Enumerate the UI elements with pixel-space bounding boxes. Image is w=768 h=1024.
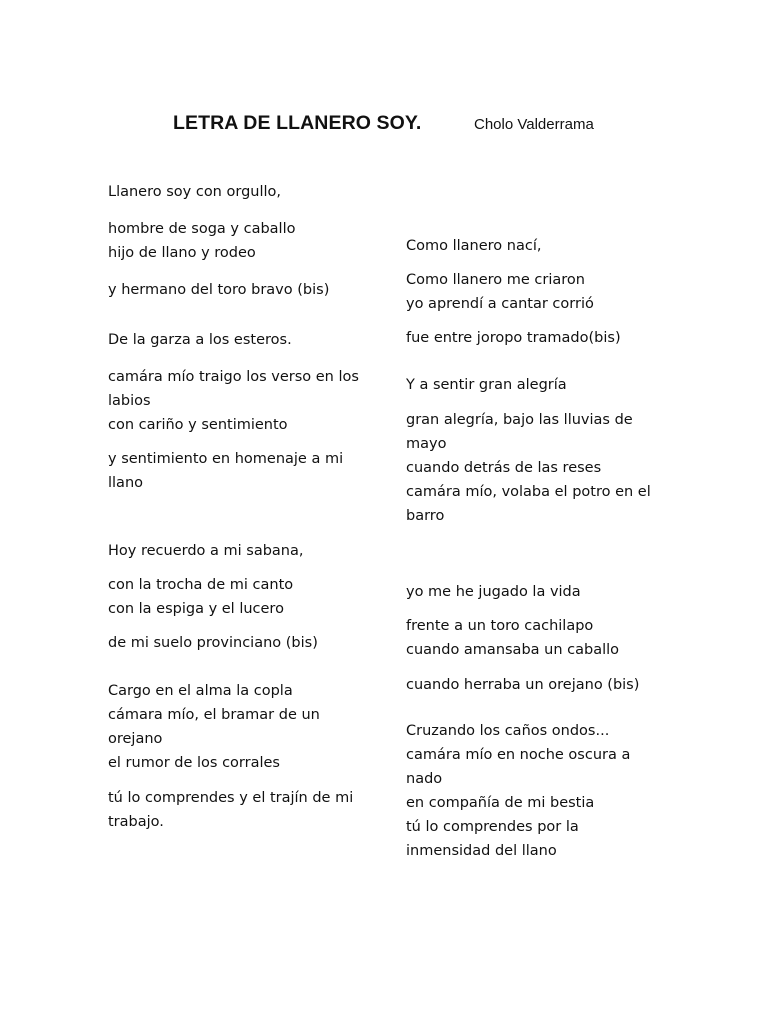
lyric-line: mayo <box>406 436 447 452</box>
lyric-line: Llanero soy con orgullo, <box>108 184 281 200</box>
lyric-line: hombre de soga y caballo <box>108 221 296 237</box>
lyric-line: trabajo. <box>108 814 164 830</box>
lyric-line: cámara mío, el bramar de un <box>108 707 320 723</box>
lyric-line: y sentimiento en homenaje a mi <box>108 451 344 467</box>
lyric-line: labios <box>108 393 151 409</box>
lyric-line: frente a un toro cachilapo <box>406 618 594 634</box>
lyric-line: orejano <box>108 731 163 747</box>
lyric-line: llano <box>108 475 144 491</box>
lyric-line: yo aprendí a cantar corrió <box>406 296 594 312</box>
lyric-line: cuando detrás de las reses <box>406 460 602 476</box>
lyric-line: Como llanero me criaron <box>406 272 585 288</box>
lyric-line: camára mío, volaba el potro en el <box>406 484 651 500</box>
author-name: Cholo Valderrama <box>474 116 594 133</box>
lyric-line: de mi suelo provinciano (bis) <box>108 635 318 651</box>
lyric-line: en compañía de mi bestia <box>406 795 595 811</box>
lyric-line: Como llanero nací, <box>406 238 542 254</box>
lyric-line: Y a sentir gran alegría <box>406 377 567 393</box>
lyric-line: Cruzando los caños ondos... <box>406 723 610 739</box>
lyric-line: De la garza a los esteros. <box>108 332 292 348</box>
lyric-line: barro <box>406 508 445 524</box>
lyric-line: tú lo comprendes por la <box>406 819 579 835</box>
lyric-line: Cargo en el alma la copla <box>108 683 293 699</box>
lyric-line: hijo de llano y rodeo <box>108 245 256 261</box>
lyric-line: Hoy recuerdo a mi sabana, <box>108 543 304 559</box>
lyric-line: el rumor de los corrales <box>108 755 280 771</box>
lyric-line: cuando herraba un orejano (bis) <box>406 677 640 693</box>
lyric-line: nado <box>406 771 443 787</box>
lyric-line: yo me he jugado la vida <box>406 584 581 600</box>
lyric-line: con cariño y sentimiento <box>108 417 288 433</box>
lyric-line: fue entre joropo tramado(bis) <box>406 330 621 346</box>
lyric-line: inmensidad del llano <box>406 843 557 859</box>
lyric-line: tú lo comprendes y el trajín de mi <box>108 790 354 806</box>
lyric-line: con la trocha de mi canto <box>108 577 294 593</box>
lyric-line: con la espiga y el lucero <box>108 601 284 617</box>
song-title: LETRA DE LLANERO SOY. <box>173 112 422 134</box>
lyric-line: camára mío traigo los verso en los <box>108 369 359 385</box>
lyric-line: camára mío en noche oscura a <box>406 747 631 763</box>
lyric-line: gran alegría, bajo las lluvias de <box>406 412 633 428</box>
lyric-line: y hermano del toro bravo (bis) <box>108 282 330 298</box>
lyric-line: cuando amansaba un caballo <box>406 642 620 658</box>
